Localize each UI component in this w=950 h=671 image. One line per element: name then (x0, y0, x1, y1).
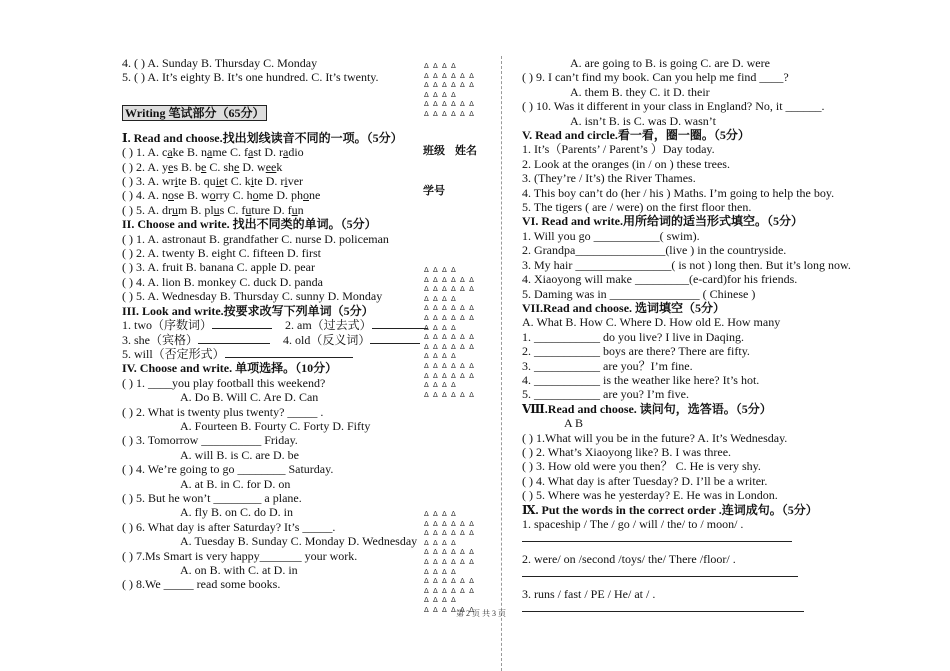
question-options: A. Tuesday B. Sunday C. Monday D. Wednesday (180, 534, 418, 549)
answer-blank[interactable] (225, 347, 353, 358)
question-line: ( ) 4. A. lion B. monkey C. duck D. panda (122, 274, 323, 289)
section-title-7: VII.Read and choose. 选词填空（5分） (522, 300, 726, 315)
question-line: 3. (They’re / It’s) the River Thames. (522, 171, 696, 186)
question-line: 2. Grandpa_______________(live ) in the countryside. (522, 243, 787, 258)
question-line: 2. Look at the oranges (in / on ) these trees. (522, 156, 730, 171)
column-separator (501, 56, 502, 671)
question-options: A. will B. is C. are D. be (180, 447, 299, 462)
underlined-letter: o (209, 188, 216, 203)
question-line: 1. spaceship / The / go / will / the/ to / moon/ . (522, 517, 744, 531)
question-text: se B. w (174, 188, 210, 203)
question-text: k (276, 159, 283, 174)
question-text: me C. f (212, 145, 248, 160)
column-headers: A B (564, 416, 584, 431)
question-line: 1. It’s（Parents’ / Parent’s ）Day today. (522, 142, 715, 157)
answer-line[interactable] (522, 540, 792, 542)
question-text: t C. k (224, 174, 251, 189)
answer-blank[interactable] (370, 333, 420, 344)
section-title-5: V. Read and circle.看一看，圈一圈。（5分） (522, 128, 750, 143)
underlined-letter: a (248, 145, 254, 160)
name-label: 姓名 (455, 145, 477, 157)
word-bank: A. What B. How C. Where D. How old E. How many (522, 315, 781, 330)
question-line: ( ) 3. How old were you then？ C. He is very shy. (522, 459, 761, 474)
section-title-2: II. Choose and write. 找出不同类的单词。（5分） (122, 217, 377, 232)
question-options: A. Fourteen B. Fourty C. Forty D. Fifty (180, 418, 371, 433)
question-line: 3. runs / fast / PE / He/ at / . (522, 586, 656, 601)
question-text: te D. r (254, 174, 285, 189)
question-options: A. them B. they C. it D. their (570, 84, 710, 99)
section-title-8: Ⅷ.Read and choose. 读问句，选答语。（5分） (522, 401, 772, 416)
question-options: A. on B. with C. at D. in (180, 563, 298, 577)
answer-line[interactable] (522, 610, 804, 612)
question-text: ( ) 2. A. y (122, 159, 168, 174)
question-line: ( ) 6. What day is after Saturday? It’s _____. (122, 519, 336, 534)
section-title-3: III. Look and write.按要求改写下列单词（5分） (122, 303, 374, 318)
question-line: ( ) 3. Tomorrow __________ Friday. (122, 433, 298, 448)
question-line (122, 160, 462, 174)
seal-line-decoration: Δ Δ Δ Δ Δ Δ Δ Δ Δ Δ Δ Δ Δ Δ Δ Δ Δ Δ Δ Δ Δ Δ Δ Δ Δ Δ Δ Δ Δ Δ Δ Δ Δ Δ Δ Δ Δ Δ Δ Δ Δ Δ Δ Δ Δ Δ Δ Δ Δ Δ Δ Δ Δ Δ Δ Δ Δ Δ Δ Δ Δ Δ Δ Δ Δ Δ Δ Δ Δ Δ Δ Δ Δ Δ (424, 266, 475, 399)
question-line: ( ) 10. Was it different in your class in England? No, it ______. (522, 99, 825, 114)
question-line: ( ) 3. A. fruit B. banana C. apple D. pear (122, 260, 315, 275)
question-line: 5. ___________ are you? I’m five. (522, 387, 689, 402)
question-text: s C. f (219, 202, 246, 217)
question-line: ( ) 4. What day is after Tuesday? D. I’ll be a writer. (522, 473, 768, 488)
underlined-letter: u (172, 202, 178, 217)
underlined-letter: e (234, 159, 240, 174)
underlined-letter: o (168, 188, 174, 203)
question-line: 3. My hair ________________( is not ) long then. But it’s long now. (522, 257, 851, 272)
question-line: 5. Daming was in _______________ ( Chinese ) (522, 286, 756, 301)
question-line: 3. she（宾格） 4. old（反义词） (122, 333, 462, 347)
seal-line-decoration: Δ Δ Δ Δ Δ Δ Δ Δ Δ Δ Δ Δ Δ Δ Δ Δ Δ Δ Δ Δ Δ Δ Δ Δ Δ Δ Δ Δ Δ Δ Δ Δ Δ Δ Δ Δ Δ Δ Δ Δ Δ Δ Δ Δ Δ Δ Δ Δ Δ Δ Δ Δ Δ Δ Δ Δ Δ Δ (424, 510, 475, 614)
section-title-6: VI. Read and write.用所给词的适当形式填空。（5分） (522, 214, 803, 229)
question-text: ver (287, 174, 304, 189)
question-options: A. are going to B. is going C. are D. were (570, 56, 770, 70)
underlined-letter: a (167, 145, 173, 160)
question-text: rry C. h (215, 188, 253, 203)
question-line: 1. two（序数词） 2. am（过去式） (122, 318, 462, 332)
underlined-letter: ee (265, 159, 277, 174)
question-line: 4. ___________ is the weather like here? It’s hot. (522, 372, 760, 387)
question-text: n (297, 202, 304, 217)
question-text: ( ) 4. A. n (122, 188, 168, 203)
question-line: 5. ( ) A. It’s eighty B. It’s one hundred. C. It’s twenty. (122, 70, 379, 85)
question-text: dio (288, 145, 304, 160)
answer-blank[interactable] (372, 318, 428, 329)
question-line: ( ) 8.We _____ read some books. (122, 577, 281, 592)
question-line (122, 145, 462, 159)
question-line: ( ) 1. ____you play football this weekend? (122, 375, 326, 390)
question-text: me D. ph (258, 188, 303, 203)
question-line (122, 203, 462, 217)
question-text: st D. r (253, 145, 283, 160)
underlined-letter: u (291, 202, 298, 217)
student-id-label: 学号 (423, 185, 445, 197)
question-line: 3. ___________ are you？I’m fine. (522, 358, 693, 373)
section-title-4: IV. Choose and write. 单项选择。（10分） (122, 361, 338, 376)
underlined-letter: e (168, 159, 174, 174)
underlined-letter: ie (215, 174, 225, 189)
underlined-letter: e (201, 159, 207, 174)
question-line: ( ) 2. A. twenty B. eight C. fifteen D. first (122, 246, 321, 261)
underlined-letter: u (213, 202, 220, 217)
underlined-letter: i (250, 174, 255, 189)
question-line: ( ) 5. But he won’t ________ a plane. (122, 490, 302, 505)
section-title-9: Ⅸ. Put the words in the correct order .连词成句。（5分） (522, 502, 818, 517)
question-line: 4. This boy can’t do (her / his ) Maths. I’m going to help the boy. (522, 185, 835, 200)
writing-header: Writing 笔试部分（65分） (122, 105, 267, 121)
question-line: ( ) 4. We’re going to go ________ Saturday. (122, 462, 334, 477)
underlined-letter: u (245, 202, 252, 217)
question-text: m B. pl (178, 202, 214, 217)
question-options: A. fly B. on C. do D. in (180, 505, 294, 520)
underlined-letter: a (283, 145, 289, 160)
question-text: ( ) 1. A. c (122, 145, 168, 160)
question-text: ( ) 5. A. dr (122, 202, 172, 217)
question-text: C. sh (206, 159, 235, 174)
question-options: A. at B. in C. for D. on (180, 476, 291, 491)
question-line: ( ) 1.What will you be in the future? A. It’s Wednesday. (522, 430, 788, 445)
question-line: ( ) 1. A. astronaut B. grandfather C. nurse D. policeman (122, 231, 389, 246)
section-4-items (122, 376, 462, 592)
question-line: 4. ( ) A. Sunday B. Thursday C. Monday (122, 56, 318, 70)
question-line: ( ) 5. A. Wednesday B. Thursday C. sunny D. Monday (122, 289, 383, 304)
page-footer: 第 2 页 共 3 页 (456, 609, 506, 618)
question-line (122, 188, 462, 202)
question-line: 1. ___________ do you live? I live in Daqing. (522, 329, 744, 344)
underlined-letter: o (303, 188, 309, 203)
right-column (522, 56, 922, 615)
question-line: ( ) 5. Where was he yesterday? E. He was in London. (522, 488, 778, 503)
question-line: 5. will（否定形式） (122, 347, 462, 361)
question-text: te B. qu (178, 174, 216, 189)
question-line: 4. Xiaoyong will make _________(e-card)for his friends. (522, 272, 798, 287)
question-line: 2. ___________ boys are there? There are fifty. (522, 344, 750, 359)
section-1-items (122, 145, 462, 217)
underlined-letter: o (252, 188, 259, 203)
question-options: A. Do B. Will C. Are D. Can (180, 390, 319, 405)
question-text: D. w (239, 159, 266, 174)
question-line: 5. The tigers ( are / were) on the first floor then. (522, 200, 752, 215)
question-options: A. isn’t B. is C. was D. wasn’t (570, 113, 716, 128)
class-label: 班级 (423, 145, 445, 157)
seal-line-decoration: Δ Δ Δ Δ Δ Δ Δ Δ Δ Δ Δ Δ Δ Δ Δ Δ Δ Δ Δ Δ Δ Δ Δ Δ Δ Δ Δ Δ Δ Δ Δ Δ (424, 62, 475, 118)
question-line: ( ) 2. What is twenty plus twenty? _____ . (122, 404, 324, 419)
question-line (122, 174, 462, 188)
question-line: ( ) 9. I can’t find my book. Can you help me find ____? (522, 70, 789, 85)
section-title-1: Ⅰ. Read and choose.找出划线读音不同的一项。（5分） (122, 130, 403, 145)
underlined-letter: i (284, 174, 288, 189)
question-text: s B. b (173, 159, 202, 174)
question-text: ture D. f (251, 202, 292, 217)
answer-line[interactable] (522, 575, 798, 577)
left-column (122, 56, 462, 592)
underlined-letter: a (207, 145, 213, 160)
question-text: ( ) 3. A. wr (122, 174, 175, 189)
question-text: ke B. n (172, 145, 207, 160)
question-line: 1. Will you go ___________( swim). (522, 228, 700, 243)
underlined-letter: i (174, 174, 179, 189)
question-line: 2. were/ on /second /toys/ the/ There /floor/ . (522, 551, 736, 566)
question-line: ( ) 2. What’s Xiaoyong like? B. I was three. (522, 444, 732, 459)
question-text: ne (309, 188, 321, 203)
question-line: ( ) 7.Ms Smart is very happy_______ your work. (122, 548, 358, 563)
